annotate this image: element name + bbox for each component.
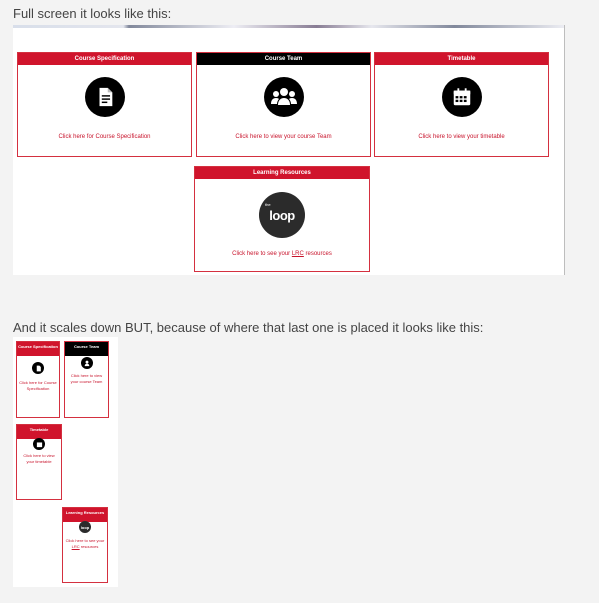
loop-logo-icon[interactable] <box>259 192 305 238</box>
screenshot-scaled <box>13 337 118 587</box>
top-bar-strip <box>13 25 565 28</box>
card-header: Course Team <box>65 342 108 356</box>
small-card-timetable[interactable] <box>16 424 62 500</box>
loop-logo: the loop <box>265 201 295 223</box>
card-header: Course Team <box>197 53 370 65</box>
timetable-link[interactable]: Click here to view your timetable <box>418 134 505 140</box>
calendar-icon[interactable] <box>33 438 45 450</box>
document-icon[interactable] <box>32 362 44 374</box>
lrc-abbreviation[interactable]: LRC <box>71 544 80 549</box>
course-team-link[interactable]: Click here to view your course Team <box>235 134 332 140</box>
card-header: Timetable <box>17 425 61 439</box>
calendar-icon[interactable] <box>442 77 482 117</box>
course-specification-link[interactable]: Click here for Course Specification <box>58 134 151 140</box>
course-specification-link[interactable]: Click here for Course Specification <box>19 380 57 391</box>
people-icon[interactable] <box>81 357 93 369</box>
document-icon[interactable] <box>85 77 125 117</box>
small-card-course-specification[interactable] <box>16 341 60 418</box>
card-timetable[interactable] <box>374 52 549 157</box>
screenshot-full <box>13 25 565 275</box>
course-team-link[interactable]: Click here to view your course Team <box>70 373 103 384</box>
loop-logo-icon[interactable]: loop <box>79 521 91 533</box>
card-course-team[interactable] <box>196 52 371 157</box>
small-card-learning-resources[interactable] <box>62 507 108 583</box>
right-edge <box>564 25 565 275</box>
card-header: Learning Resources <box>63 508 107 522</box>
card-learning-resources[interactable] <box>194 166 370 272</box>
card-header: Learning Resources <box>195 167 369 179</box>
card-header: Course Specification <box>17 342 59 356</box>
card-course-specification[interactable] <box>17 52 192 157</box>
timetable-link[interactable]: Click here to view your timetable <box>23 453 55 464</box>
caption-small: And it scales down BUT, because of where that last one is placed it looks like this: <box>13 320 484 335</box>
learning-resources-link[interactable]: Click here to see your LRC resources <box>65 538 105 549</box>
card-header: Timetable <box>375 53 548 65</box>
card-header: Course Specification <box>18 53 191 65</box>
small-card-course-team[interactable] <box>64 341 109 418</box>
learning-resources-link[interactable]: Click here to see your LRC resources <box>232 251 332 257</box>
lrc-abbreviation[interactable]: LRC <box>291 251 304 257</box>
caption-full: Full screen it looks like this: <box>13 6 172 21</box>
people-icon[interactable] <box>264 77 304 117</box>
